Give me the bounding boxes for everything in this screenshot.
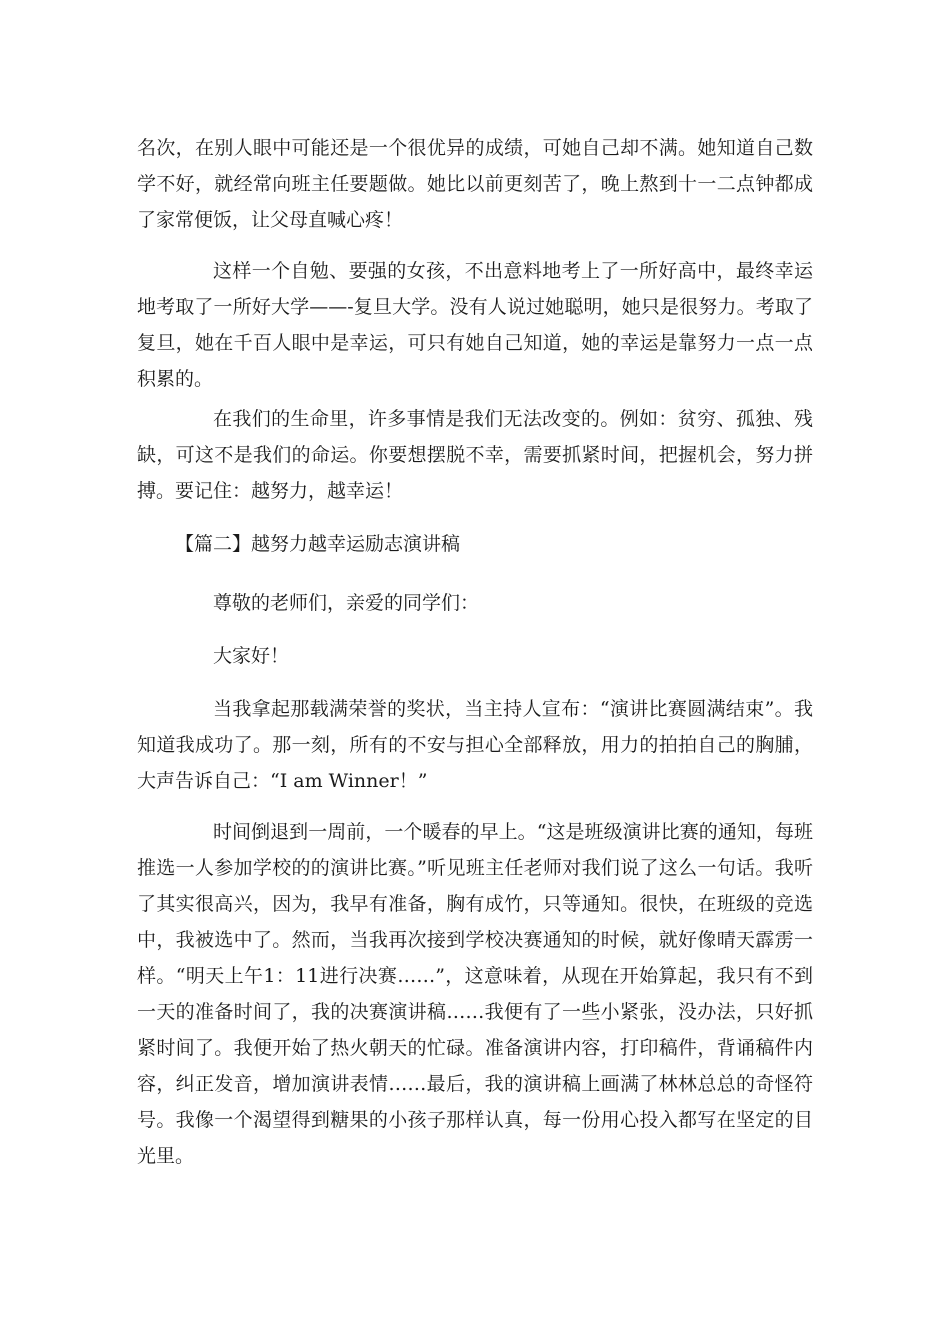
paragraph-award: 当我拿起那载满荣誉的奖状，当主持人宣布：“演讲比赛圆满结束”。我知道我成功了。那一刻，所有的不安与担心全部释放，用力的拍拍自己的胸脯，大声告诉自己：“I am Winner！” <box>137 698 813 792</box>
paragraph-fudan: 这样一个自勉、要强的女孩，不出意料地考上了一所好高中，最终幸运地考取了一所好大学——-复旦大学。没有人说过她聪明，她只是很努力。考取了复旦，她在千百人眼中是幸运，可只有她自己知道，她的幸运是靠努力一点一点积累的。 <box>137 260 813 390</box>
salutation: 尊敬的老师们，亲爱的同学们： <box>213 592 480 614</box>
greeting: 大家好！ <box>213 645 290 667</box>
paragraph-preparation: 时间倒退到一周前，一个暖春的早上。“这是班级演讲比赛的通知，每班推选一人参加学校的的演讲比赛。”听见班主任老师对我们说了这么一句话。我听了其实很高兴，因为，我早有准备，胸有成竹，只等通知。很快，在班级的竞选中，我被选中了。然而，当我再次接到学校决赛通知的时候，就好像晴天霹雳一样。“明天上午1：11进行决赛……”，这意味着，从现在开始算起，我只有不到一天的准备时间了，我的决赛演讲稿……我便有了一些小紧张，没办法，只好抓紧时间了。我便开始了热火朝天的忙碌。准备演讲内容，打印稿件，背诵稿件内容，纠正发音，增加演讲表情……最后，我的演讲稿上画满了林林总总的奇怪符号。我像一个渴望得到糖果的小孩子那样认真，每一份用心投入都写在坚定的目光里。 <box>137 821 813 1167</box>
paragraph-continuation: 名次，在别人眼中可能还是一个很优异的成绩，可她自己却不满。她知道自己数学不好，就经常向班主任要题做。她比以前更刻苦了，晚上熬到十一二点钟都成了家常便饭，让父母直喊心疼！ <box>137 137 813 231</box>
paragraph-conclusion: 在我们的生命里，许多事情是我们无法改变的。例如：贫穷、孤独、残缺，可这不是我们的命运。你要想摆脱不幸，需要抓紧时间，把握机会，努力拼搏。要记住：越努力，越幸运！ <box>137 408 813 502</box>
section-heading: 【篇二】越努力越幸运励志演讲稿 <box>175 533 461 555</box>
